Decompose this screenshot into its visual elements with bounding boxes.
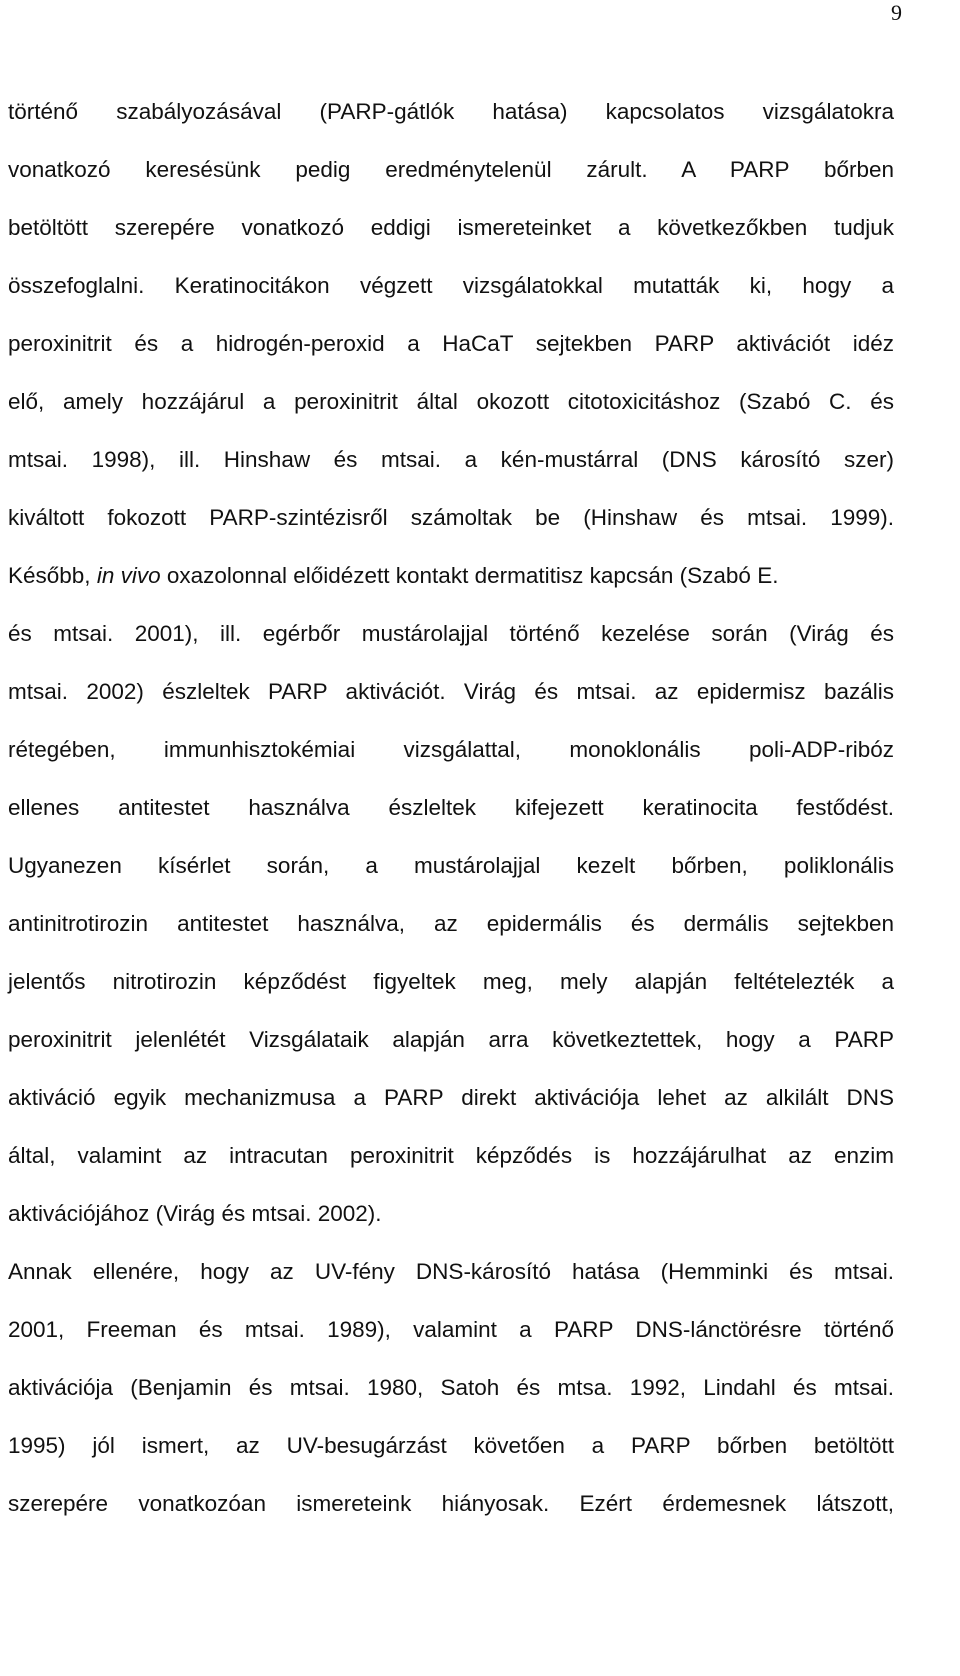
text-line: jelentős nitrotirozin képződést figyeltek meg, mely alapján feltételezték a <box>8 969 894 994</box>
text-line: Annak ellenére, hogy az UV-fény DNS-károsító hatása (Hemminki és mtsai. <box>8 1259 894 1284</box>
text-line: aktivációja (Benjamin és mtsai. 1980, Satoh és mtsa. 1992, Lindahl és mtsai. <box>8 1375 894 1400</box>
text-line: vonatkozó keresésünk pedig eredménytelenül zárult. A PARP bőrben <box>8 157 894 182</box>
text-line: rétegében, immunhisztokémiai vizsgálattal, monoklonális poli-ADP-ribóz <box>8 737 894 762</box>
body-text <box>8 98 894 1548</box>
text-line: aktivációjához (Virág és mtsai. 2002). <box>8 1201 382 1226</box>
text-line: betöltött szerepére vonatkozó eddigi ismereteinket a következőkben tudjuk <box>8 215 894 240</box>
text-line: peroxinitrit és a hidrogén-peroxid a HaCaT sejtekben PARP aktivációt idéz <box>8 331 894 356</box>
text-line: és mtsai. 2001), ill. egérbőr mustárolajjal történő kezelése során (Virág és <box>8 621 894 646</box>
text-line: Ugyanezen kísérlet során, a mustárolajjal kezelt bőrben, poliklonális <box>8 853 894 878</box>
text-line: mtsai. 2002) észleltek PARP aktivációt. Virág és mtsai. az epidermisz bazális <box>8 679 894 704</box>
page-number: 9 <box>891 0 902 25</box>
text-segment: Később, <box>8 563 97 588</box>
text-line: szerepére vonatkozóan ismereteink hiányosak. Ezért érdemesnek látszott, <box>8 1491 894 1516</box>
text-line: peroxinitrit jelenlétét Vizsgálataik alapján arra következtettek, hogy a PARP <box>8 1027 894 1052</box>
text-line: összefoglalni. Keratinocitákon végzett vizsgálatokkal mutatták ki, hogy a <box>8 273 894 298</box>
text-segment: oxazolonnal előidézett kontakt dermatitisz kapcsán (Szabó E. <box>160 563 779 588</box>
text-line: kiváltott fokozott PARP-szintézisről számoltak be (Hinshaw és mtsai. 1999). <box>8 505 894 530</box>
text-line: antinitrotirozin antitestet használva, az epidermális és dermális sejtekben <box>8 911 894 936</box>
text-line: által, valamint az intracutan peroxinitrit képződés is hozzájárulhat az enzim <box>8 1143 894 1168</box>
text-line: aktiváció egyik mechanizmusa a PARP direkt aktivációja lehet az alkilált DNS <box>8 1085 894 1110</box>
text-line: 2001, Freeman és mtsai. 1989), valamint a PARP DNS-lánctörésre történő <box>8 1317 894 1342</box>
text-line: ellenes antitestet használva észleltek kifejezett keratinocita festődést. <box>8 795 894 820</box>
text-line: mtsai. 1998), ill. Hinshaw és mtsai. a kén-mustárral (DNS károsító szer) <box>8 447 894 472</box>
text-line: 1995) jól ismert, az UV-besugárzást követően a PARP bőrben betöltött <box>8 1433 894 1458</box>
text-line: történő szabályozásával (PARP-gátlók hatása) kapcsolatos vizsgálatokra <box>8 99 894 124</box>
text-line: elő, amely hozzájárul a peroxinitrit által okozott citotoxicitáshoz (Szabó C. és <box>8 389 894 414</box>
text-line-with-italic <box>8 562 894 620</box>
italic-term: in vivo <box>96 563 161 588</box>
